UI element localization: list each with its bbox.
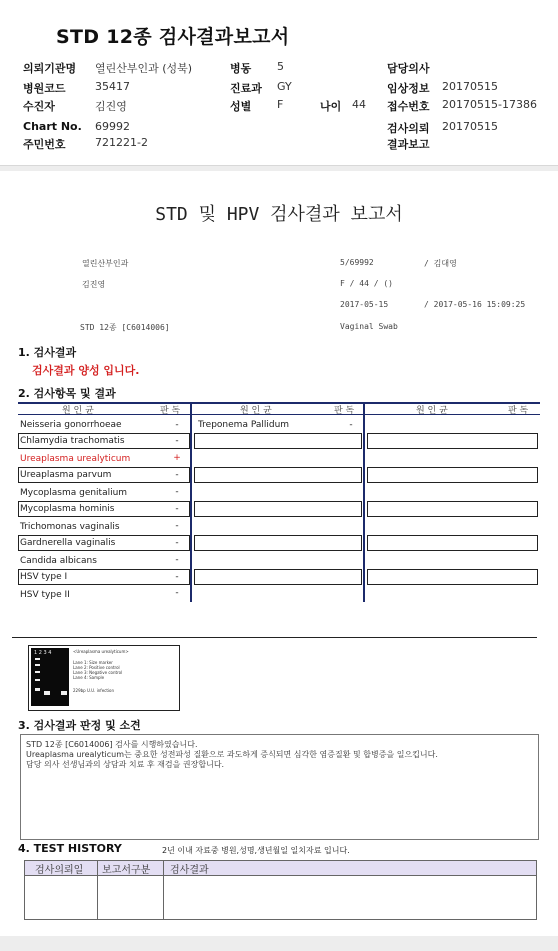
empty-box bbox=[194, 501, 362, 517]
hospital-code-value: 35417 bbox=[95, 80, 130, 93]
resident-no-label: 주민번호 bbox=[23, 138, 66, 151]
judgment-mark: - bbox=[175, 420, 179, 430]
col1-header-judgment: 판 독 bbox=[160, 406, 181, 416]
section2-title: 2. 검사항목 및 결과 bbox=[18, 387, 116, 400]
paper-title: STD 및 HPV 검사결과 보고서 bbox=[155, 204, 403, 225]
opinion-line: 담당 의사 선생님과의 상담과 치료 후 재검을 권장합니다. bbox=[26, 760, 225, 769]
history-col-result: 검사결과 bbox=[170, 865, 209, 876]
judgment-mark: - bbox=[175, 572, 179, 582]
history-col-date: 검사의뢰일 bbox=[35, 865, 84, 876]
section1-title: 1. 검사결과 bbox=[18, 346, 77, 359]
history-col-type: 보고서구분 bbox=[102, 865, 151, 876]
gel-legend: Lane 1: Size marker bbox=[73, 660, 113, 665]
history-note: 2년 이내 자료중 병원,성명,생년월일 일치자료 입니다. bbox=[162, 846, 350, 855]
department-label: 진료과 bbox=[230, 82, 262, 95]
test-history-table bbox=[24, 860, 537, 920]
gel-legend: Lane 4: Sample bbox=[73, 675, 105, 680]
col3-header-pathogen: 원 인 균 bbox=[416, 406, 448, 416]
judgment-mark: - bbox=[349, 420, 353, 430]
gel-band-note: 229bp U.U. infection bbox=[73, 688, 115, 693]
institution-value: 열린산부인과 (성북) bbox=[95, 62, 193, 75]
pathogen-name: Neisseria gonorrhoeae bbox=[20, 420, 122, 430]
judgment-mark: - bbox=[175, 555, 179, 565]
empty-box bbox=[367, 467, 538, 483]
table-header-rule bbox=[18, 414, 540, 415]
col1-header-pathogen: 원 인 균 bbox=[62, 406, 94, 416]
judgment-mark: - bbox=[175, 538, 179, 548]
hospital-code-label: 병원코드 bbox=[23, 82, 66, 95]
col2-header-judgment: 판 독 bbox=[334, 406, 355, 416]
section4-title: 4. TEST HISTORY bbox=[18, 842, 122, 855]
pathogen-name: Ureaplasma parvum bbox=[20, 470, 112, 480]
pathogen-name: Treponema Pallidum bbox=[198, 420, 290, 430]
paper-institution: 열린산부인과 bbox=[82, 259, 129, 268]
judgment-mark: - bbox=[175, 521, 179, 531]
positive-result-text: 검사결과 양성 입니다. bbox=[32, 364, 140, 377]
clinical-info-value: 20170515 bbox=[442, 80, 498, 93]
opinion-line: Ureaplasma urealyticum는 중요한 성전파성 질환으로 과도하게 증식되면 심각한 염증질환 및 합병증을 일으킵니다. bbox=[26, 750, 438, 759]
pathogen-name: HSV type II bbox=[20, 590, 70, 600]
pathogen-name: Candida albicans bbox=[20, 556, 97, 566]
paper-doctor: / 김대영 bbox=[424, 259, 457, 268]
institution-label: 의뢰기관명 bbox=[23, 62, 77, 75]
empty-box bbox=[194, 433, 362, 449]
section3-title: 3. 검사결과 판정 및 소견 bbox=[18, 719, 141, 732]
chart-no-value: 69992 bbox=[95, 120, 130, 133]
empty-box bbox=[367, 501, 538, 517]
table-divider-1 bbox=[190, 402, 192, 602]
empty-box bbox=[367, 535, 538, 551]
pathogen-name: Mycoplasma genitalium bbox=[20, 488, 128, 498]
judgment-mark-positive: + bbox=[173, 453, 181, 463]
receipt-no-label: 접수번호 bbox=[387, 100, 430, 113]
pathogen-name: Chlamydia trachomatis bbox=[20, 436, 125, 446]
pathogen-name: HSV type I bbox=[20, 572, 68, 582]
table-divider-2 bbox=[363, 402, 365, 602]
gel-target: <Ureaplasma urealyticum> bbox=[73, 649, 129, 654]
request-label: 검사의뢰 bbox=[387, 122, 430, 135]
patient-label: 수진자 bbox=[23, 100, 55, 113]
judgment-mark: - bbox=[175, 588, 179, 598]
paper-collect-date: 2017-05-15 bbox=[340, 300, 389, 309]
table-top-rule bbox=[18, 402, 540, 404]
empty-box bbox=[367, 433, 538, 449]
gel-image bbox=[28, 645, 180, 711]
opinion-line: STD 12종 [C6014006] 검사를 시행하였습니다. bbox=[26, 740, 198, 749]
department-value: GY bbox=[277, 80, 292, 93]
patient-value: 김진영 bbox=[95, 100, 127, 113]
paper-id-line: 5/69992 bbox=[340, 258, 374, 267]
col3-header-judgment: 판 독 bbox=[508, 406, 529, 416]
col2-header-pathogen: 원 인 균 bbox=[240, 406, 272, 416]
age-label: 나이 bbox=[320, 100, 342, 113]
pathogen-name: Trichomonas vaginalis bbox=[20, 522, 120, 532]
sex-value: F bbox=[277, 98, 284, 111]
empty-box bbox=[194, 467, 362, 483]
ward-value: 5 bbox=[277, 60, 284, 73]
judgment-mark: - bbox=[175, 487, 179, 497]
sex-label: 성별 bbox=[230, 100, 252, 113]
section-divider bbox=[12, 637, 537, 638]
doctor-label: 담당의사 bbox=[387, 62, 430, 75]
empty-box bbox=[367, 569, 538, 585]
pathogen-name: Gardnerella vaginalis bbox=[20, 538, 116, 548]
opinion-text bbox=[26, 740, 438, 770]
empty-box bbox=[194, 569, 362, 585]
report-header bbox=[0, 0, 558, 166]
lane-numbers: 1 2 3 4 bbox=[34, 650, 52, 656]
request-value: 20170515 bbox=[442, 120, 498, 133]
judgment-mark: - bbox=[175, 436, 179, 446]
gel-photo bbox=[31, 648, 69, 706]
age-value: 44 bbox=[352, 98, 366, 111]
result-report-label: 결과보고 bbox=[387, 138, 430, 151]
receipt-no-value: 20170515-17386 bbox=[442, 98, 537, 111]
gel-legend: Lane 3: Negative control bbox=[73, 670, 123, 675]
report-title: STD 12종 검사결과보고서 bbox=[56, 26, 290, 48]
pathogen-name: Mycoplasma hominis bbox=[20, 504, 115, 514]
chart-no-label: Chart No. bbox=[23, 120, 82, 133]
judgment-mark: - bbox=[175, 504, 179, 514]
ward-label: 병동 bbox=[230, 62, 252, 75]
pathogen-name-positive: Ureaplasma urealyticum bbox=[20, 454, 131, 464]
paper-patient: 김진영 bbox=[82, 280, 106, 289]
paper-test-name: STD 12종 [C6014006] bbox=[80, 323, 170, 332]
judgment-mark: - bbox=[175, 470, 179, 480]
clinical-info-label: 임상정보 bbox=[387, 82, 430, 95]
paper-sex-age: F / 44 / () bbox=[340, 279, 393, 288]
resident-no-value: 721221-2 bbox=[95, 136, 148, 149]
empty-box bbox=[194, 535, 362, 551]
gel-legend: Lane 2: Positive control bbox=[73, 665, 120, 670]
paper-specimen: Vaginal Swab bbox=[340, 322, 398, 331]
paper-report-datetime: / 2017-05-16 15:09:25 bbox=[424, 300, 526, 309]
